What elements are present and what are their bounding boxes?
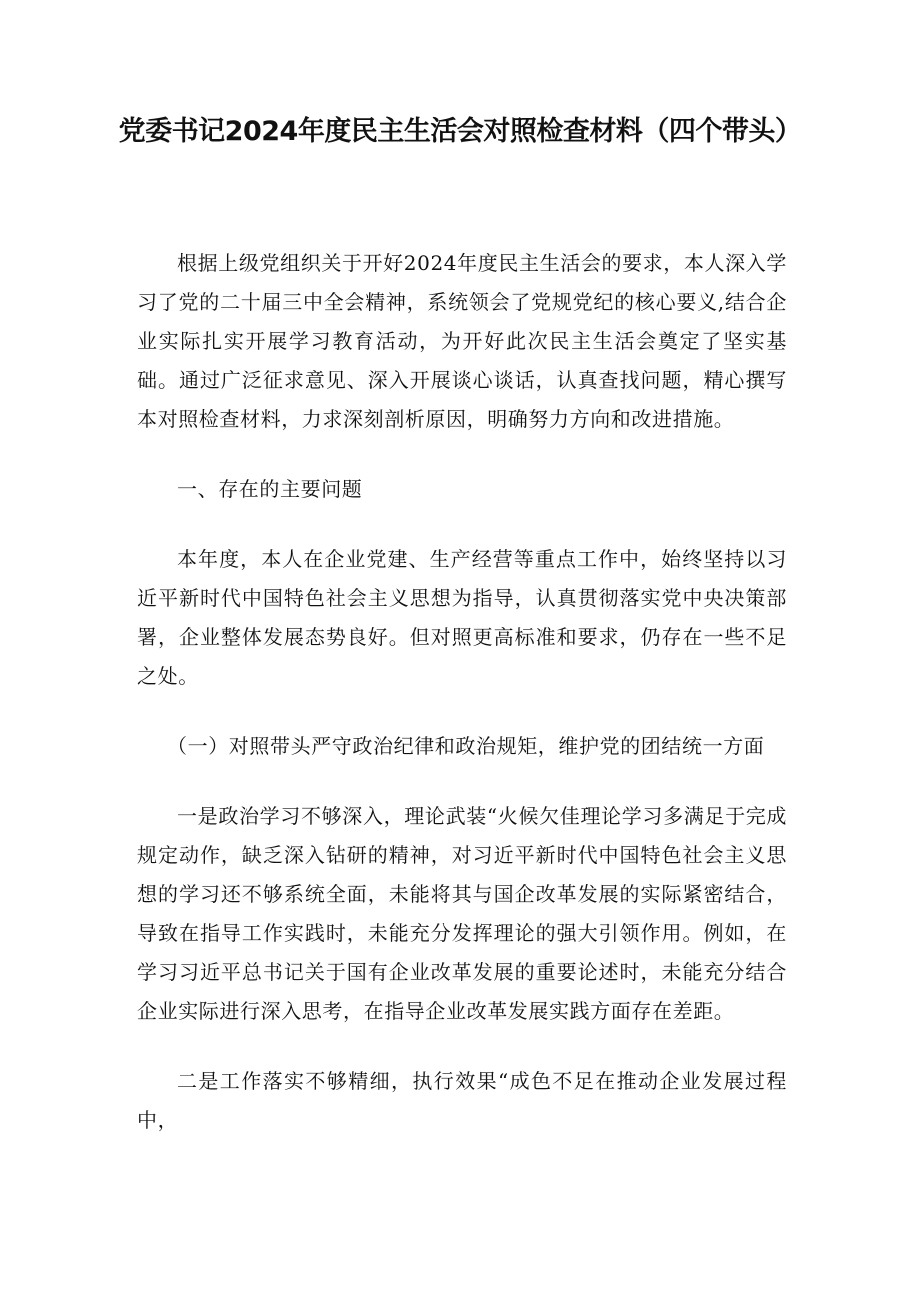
document-title: 党委书记2024年度民主生活会对照检查材料（四个带头） [118, 116, 802, 147]
section-heading: 一、存在的主要问题 [177, 477, 363, 501]
document-body [137, 244, 787, 1140]
point-two-paragraph: 二是工作落实不够精细，执行效果“成色不足在推动企业发展过程中， [137, 1069, 787, 1132]
point-one-paragraph: 一是政治学习不够深入，理论武装“火候欠佳理论学习多满足于完成规定动作，缺乏深入钻研的精神，对习近平新时代中国特色社会主义思想的学习还不够系统全面，未能将其与国企改革发展的实际紧密结合，导致在指导工作实践时，未能充分发挥理论的强大引领作用。例如，在学习习近平总书记关于国有企业改革发展的重要论述时，未能充分结合企业实际进行深入思考，在指导企业改革发展实践方面存在差距。 [137, 804, 787, 1023]
intro-paragraph: 根据上级党组织关于开好2024年度民主生活会的要求，本人深入学习了党的二十届三中全会精神，系统领会了党规党纪的核心要义,结合企业实际扎实开展学习教育活动，为开好此次民主生活会奠定了坚实基础。通过广泛征求意见、深入开展谈心谈话，认真查找问题，精心撰写本对照检查材料，力求深刻剖析原因，明确努力方向和改进措施。 [137, 251, 787, 431]
overview-paragraph: 本年度，本人在企业党建、生产经营等重点工作中，始终坚持以习近平新时代中国特色社会主义思想为指导，认真贯彻落实党中央决策部署，企业整体发展态势良好。但对照更高标准和要求，仍存在一些不足之处。 [137, 547, 787, 688]
subsection-heading: （一）对照带头严守政治纪律和政治规矩，维护党的团结统一方面 [167, 734, 765, 758]
